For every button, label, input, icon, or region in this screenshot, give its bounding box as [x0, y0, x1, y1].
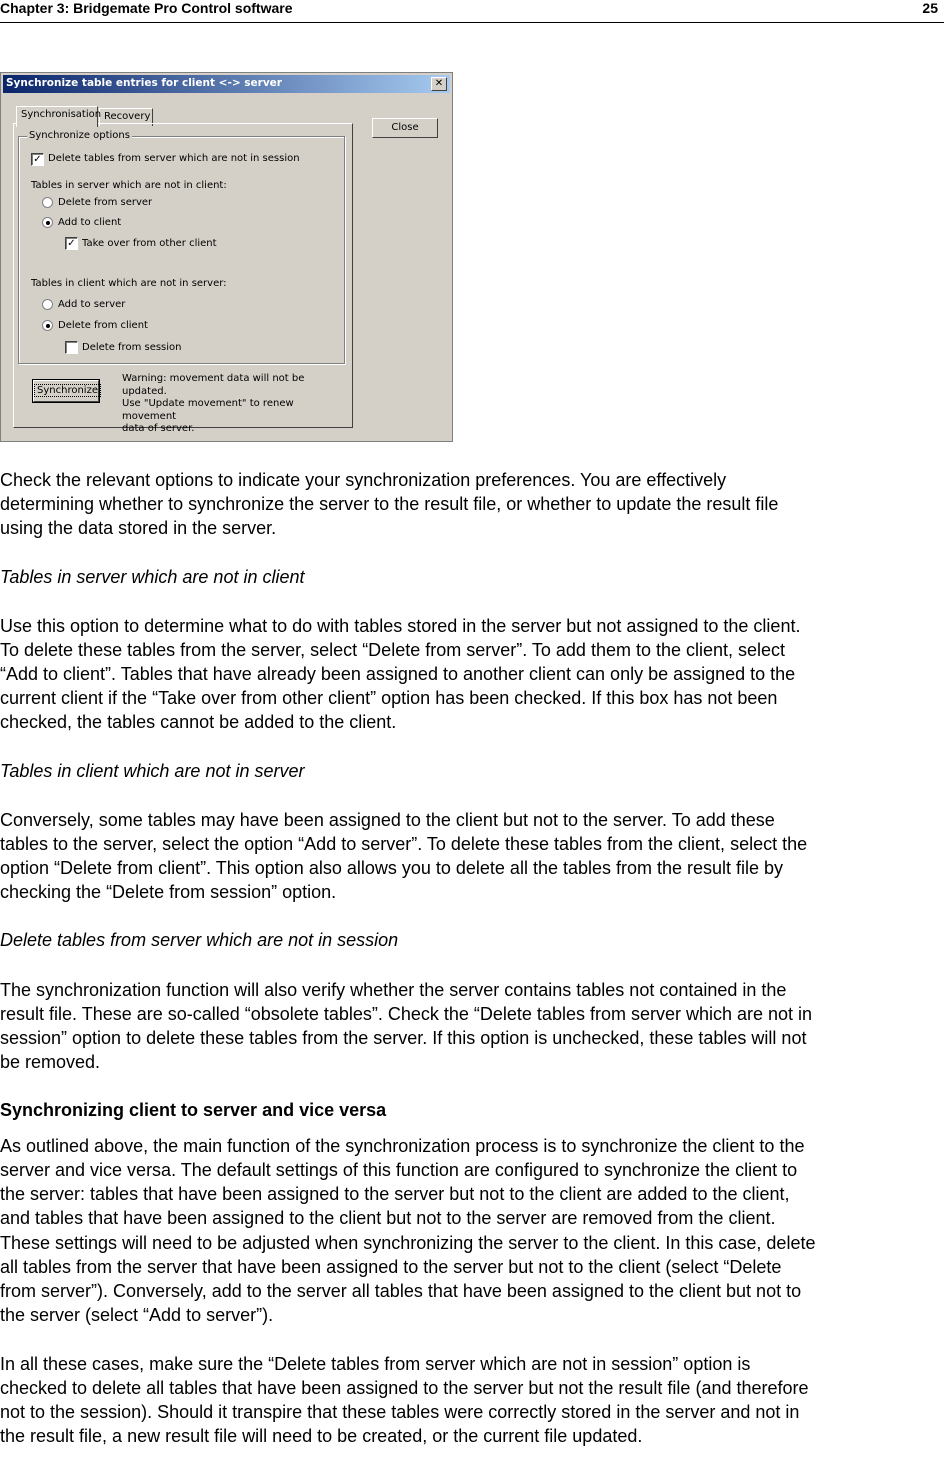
- delete-from-client-label: Delete from client: [58, 320, 148, 331]
- synchronizing-paragraph: As outlined above, the main function of the synchronization process is to synchronize the client to the server and vice versa. The default settings of this function are configured to synchronize the client to the server: tables that have been assigned to the server but not to the client are added to the client, and tables that have been assigned to the client but not to the server are removed from the client.: [0, 1136, 805, 1228]
- heading-synchronizing: Synchronizing client to server and vice versa: [0, 1100, 387, 1120]
- adjust-settings-paragraph: These settings will need to be adjusted when synchronizing the server to the client. In this case, delete all tables from the server that have been assigned to the server but not to the client (select “Delete from server”). Conversely, add to the server all tables that have been assigned to the client but not to the server (select “Add to server”).: [0, 1233, 816, 1325]
- page-number: 25: [922, 0, 938, 16]
- add-to-server-radio[interactable]: [42, 299, 53, 310]
- add-to-client-label: Add to client: [58, 217, 122, 228]
- synchronize-dialog: [0, 72, 453, 442]
- close-button[interactable]: Close: [372, 118, 438, 138]
- chapter-title: Chapter 3: Bridgemate Pro Control software: [0, 0, 293, 16]
- delete-from-server-label: Delete from server: [58, 197, 153, 208]
- add-to-server-label: Add to server: [58, 299, 126, 310]
- delete-obsolete-paragraph: The synchronization function will also verify whether the server contains tables not contained in the result file. These are so-called “obsolete tables”. Check the “Delete tables from server which are not in session” option to delete these tables from the server. If this option is unchecked, these tables will not be removed.: [0, 980, 813, 1072]
- take-over-checkbox[interactable]: ✓: [65, 237, 78, 250]
- delete-from-session-checkbox[interactable]: [65, 341, 78, 354]
- delete-from-session-label: Delete from session: [82, 342, 182, 353]
- heading-delete-obsolete: Delete tables from server which are not in session: [0, 930, 399, 950]
- close-icon[interactable]: ✕: [431, 77, 447, 91]
- take-over-label: Take over from other client: [82, 238, 217, 249]
- warning-text: Warning: movement data will not be updated. Use "Update movement" to renew movement data of server.: [122, 373, 305, 434]
- server-section-label: Tables in server which are not in client:: [31, 180, 227, 191]
- page-header: [0, 0, 944, 23]
- dialog-title: Synchronize table entries for client <-> server: [6, 77, 282, 89]
- intro-paragraph: Check the relevant options to indicate your synchronization preferences. You are effectively determining whether to synchronize the server to the result file, or whether to update the result file using the data stored in the server.: [0, 470, 779, 538]
- synchronize-button-label: Synchronize: [34, 384, 101, 397]
- tab-recovery[interactable]: Recovery: [99, 108, 153, 126]
- tab-synchronisation[interactable]: Synchronisation: [16, 106, 98, 127]
- all-cases-paragraph: In all these cases, make sure the “Delete tables from server which are not in session” option is checked to delete all tables that have been assigned to the server but not the result file (and therefore not to the session). Should it transpire that these tables were correctly stored in the server and not in the result file, a new result file will need to be created, or the current file updated.: [0, 1354, 809, 1446]
- client-not-in-server-paragraph: Conversely, some tables may have been assigned to the client but not to the server. To add these tables to the server, select the option “Add to server”. To delete these tables from the client, select the option “Delete from client”. This option also allows you to delete all the tables from the result file by checking the “Delete from session” option.: [0, 810, 808, 902]
- synchronize-button[interactable]: [33, 380, 99, 402]
- client-section-label: Tables in client which are not in server:: [31, 278, 227, 289]
- delete-from-client-radio[interactable]: [42, 320, 53, 331]
- dialog-titlebar: [3, 75, 450, 93]
- add-to-client-radio[interactable]: [42, 217, 53, 228]
- delete-obsolete-checkbox[interactable]: ✓: [31, 153, 44, 166]
- delete-obsolete-label: Delete tables from server which are not in session: [48, 153, 300, 164]
- heading-server-not-in-client: Tables in server which are not in client: [0, 567, 305, 587]
- heading-client-not-in-server: Tables in client which are not in server: [0, 761, 305, 781]
- group-label: Synchronize options: [29, 130, 130, 141]
- delete-from-server-radio[interactable]: [42, 197, 53, 208]
- server-not-in-client-paragraph: Use this option to determine what to do with tables stored in the server but not assigned to the client. To delete these tables from the server, select “Delete from server”. To add them to the client, select “Add to client”. Tables that have already been assigned to another client can only be assigned to the current client if the “Take over from other client” option has been checked. If this box has not been checked, the tables cannot be added to the client.: [0, 616, 801, 732]
